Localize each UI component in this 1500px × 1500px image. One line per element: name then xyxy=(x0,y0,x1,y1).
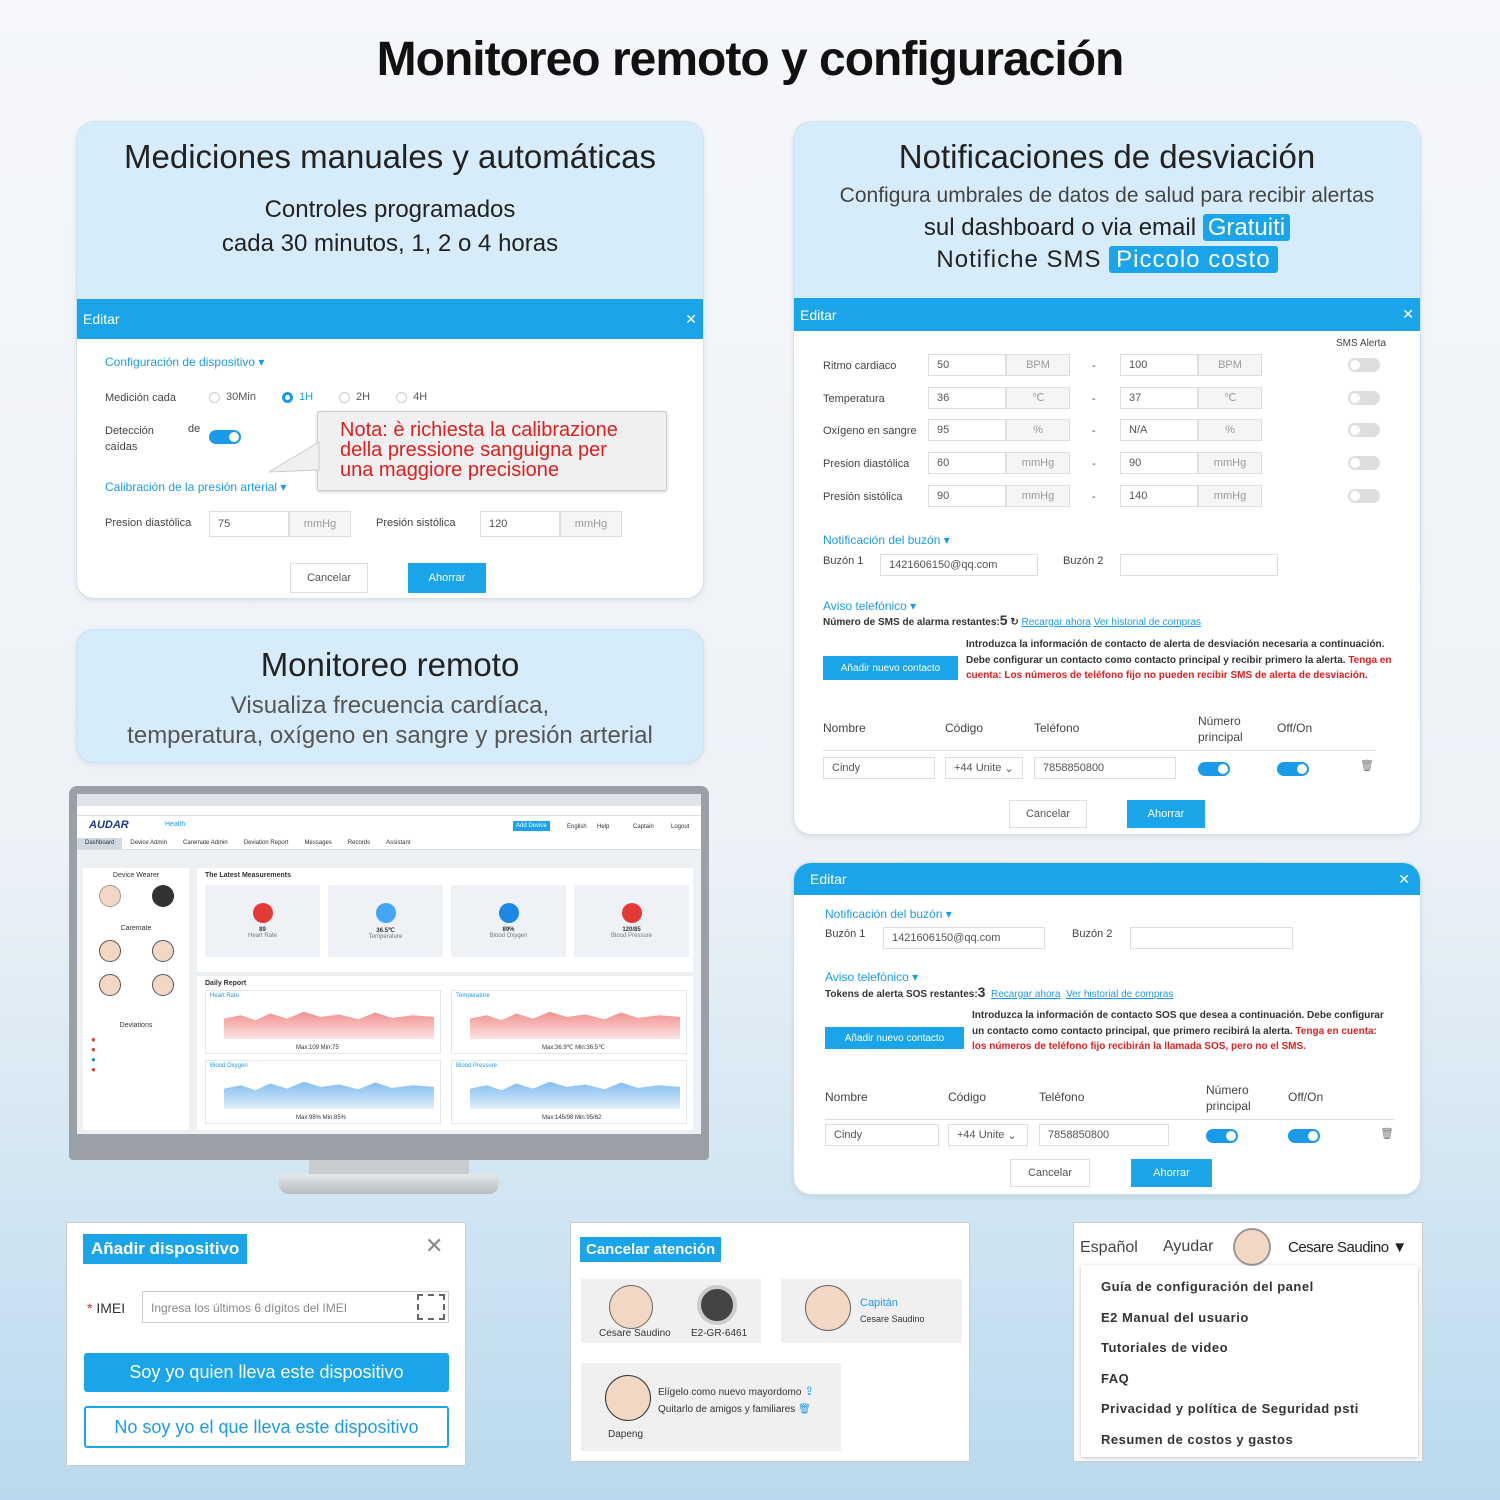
min-unit: % xyxy=(1006,419,1070,441)
mailbox2-input[interactable] xyxy=(1130,927,1293,949)
measurement-card[interactable] xyxy=(328,885,443,957)
panel-subtitle: Visualiza frecuencia cardíaca, xyxy=(230,692,550,719)
help-menu[interactable]: Ayudar xyxy=(1163,1238,1214,1255)
panel-sos xyxy=(793,862,1421,1195)
dash-tab[interactable]: Assistant xyxy=(386,840,411,846)
panel-subtitle-row: Notifiche SMS Piccolo costo xyxy=(794,246,1420,274)
cancel-button[interactable]: Cancelar xyxy=(290,563,368,593)
measurement-card[interactable] xyxy=(451,885,566,957)
measure-label: Blood Oxygen xyxy=(489,933,528,939)
browser-bar xyxy=(77,794,701,806)
history-link[interactable]: Ver historial de compras xyxy=(1093,617,1202,628)
wearer-name: Cesare Saudino xyxy=(599,1328,671,1339)
chart-title: Blood Oxygen xyxy=(210,1063,248,1069)
sms-alert-toggle[interactable] xyxy=(1348,489,1380,503)
panel-title: Monitoreo remoto xyxy=(260,646,520,683)
captain-label: Capitán xyxy=(860,1297,898,1309)
note-pointer xyxy=(269,442,321,474)
wearer-title: Device Wearer xyxy=(112,872,160,879)
dash-tab[interactable]: Deviation Report xyxy=(243,840,289,846)
add-device-dialog xyxy=(66,1222,466,1466)
edit-header xyxy=(77,299,703,339)
dash-tab[interactable]: Dashboard xyxy=(77,838,122,849)
panel-subtitle: temperatura, oxígeno en sangre y presión arterial xyxy=(127,722,653,749)
threshold-label: Presion diastólica xyxy=(823,458,910,471)
sms-alert-toggle[interactable] xyxy=(1348,358,1380,372)
sos-remaining: Tokens de alerta SOS restantes:3 Recargar ahora Ver historial de compras xyxy=(825,984,1174,1000)
language-menu[interactable]: Español xyxy=(1080,1239,1138,1256)
avatar xyxy=(805,1285,851,1331)
threshold-label: Ritmo cardiaco xyxy=(823,360,897,372)
contact-name-input[interactable]: Cindy xyxy=(823,757,935,779)
latest-title: The Latest Measurements xyxy=(205,872,291,879)
edit-title: Editar xyxy=(810,871,847,887)
max-unit: ℃ xyxy=(1198,387,1262,409)
avatar[interactable] xyxy=(152,940,174,962)
fall-detect-de: de xyxy=(188,423,201,435)
range-dash: - xyxy=(1092,425,1096,438)
panel-title: Notificaciones de desviación xyxy=(898,138,1316,175)
measurement-card[interactable] xyxy=(205,885,320,957)
col-code: Código xyxy=(948,1090,987,1104)
lang-menu[interactable]: English xyxy=(567,824,587,830)
mailbox1-label: Buzón 1 xyxy=(825,928,866,940)
chart-footer: Max:36.9℃ Min:36.5℃ xyxy=(542,1045,605,1051)
measure-label: Medición cada xyxy=(105,392,176,404)
brand-logo: AUDAR xyxy=(89,819,129,831)
range-dash: - xyxy=(1092,490,1096,503)
cancel-button[interactable]: Cancelar xyxy=(1010,1159,1090,1187)
avatar[interactable] xyxy=(99,974,121,996)
deviations-title: Deviations xyxy=(119,1022,153,1029)
captain-name: Cesare Saudino xyxy=(860,1314,925,1324)
close-icon[interactable]: ✕ xyxy=(425,1233,444,1258)
device-config-dropdown[interactable]: Configuración de dispositivo ▾ xyxy=(105,355,265,369)
col-offon: Off/On xyxy=(1288,1090,1324,1104)
panel-title: Mediciones manuales y automáticas xyxy=(124,138,656,175)
contact-info: Introduzca la información de contacto de alerta de desviación necesaria a continuación. Debe configurar un contacto como contacto principal y recibir primero la alerta. Tenga en cuenta: Los números de teléfono fijo no pueden recibir SMS de alerta de desviación. xyxy=(966,639,1392,681)
primary-toggle[interactable] xyxy=(1198,762,1230,776)
sms-alert-toggle[interactable] xyxy=(1348,423,1380,437)
avatar xyxy=(605,1375,651,1421)
help-menu-item[interactable]: Guía de configuración del panel xyxy=(1101,1279,1314,1294)
measure-icon xyxy=(253,903,273,923)
save-button[interactable]: Ahorrar xyxy=(408,563,486,593)
daily-chart xyxy=(205,1060,441,1124)
max-input[interactable]: 140 xyxy=(1120,485,1198,507)
measure-label: Heart Rate xyxy=(247,933,277,939)
max-unit: % xyxy=(1198,419,1262,441)
max-unit: BPM xyxy=(1198,354,1262,376)
sms-alert-label: SMS Alerta xyxy=(1336,338,1387,349)
range-dash: - xyxy=(1092,392,1096,405)
save-button[interactable]: Ahorrar xyxy=(1127,800,1205,828)
logout-link[interactable]: Logout xyxy=(671,824,690,830)
measure-label: Temperature xyxy=(368,934,403,940)
col-name: Nombre xyxy=(825,1090,868,1104)
col-name: Nombre xyxy=(823,721,866,735)
left-column xyxy=(83,868,189,1130)
member-name: Dapeng xyxy=(608,1429,644,1440)
panel-subtitle: cada 30 minutos, 1, 2 o 4 horas xyxy=(221,230,559,257)
max-unit: mmHg xyxy=(1198,485,1262,507)
option-2h[interactable]: 2H xyxy=(339,391,370,403)
chart-area xyxy=(470,1075,680,1109)
avatar xyxy=(609,1285,653,1329)
col-primary: Número principal xyxy=(1198,714,1243,744)
min-input[interactable]: 36 xyxy=(928,387,1006,409)
help-menu[interactable]: Help xyxy=(597,824,610,830)
range-dash: - xyxy=(1092,360,1096,372)
range-dash: - xyxy=(1092,458,1096,471)
user-menu[interactable]: Cesare Saudino ▼ xyxy=(1288,1239,1407,1256)
dash-header xyxy=(77,816,701,838)
threshold-label: Temperatura xyxy=(823,392,885,405)
daily-chart xyxy=(451,1060,687,1124)
cancel-attention-dialog xyxy=(570,1222,970,1462)
make-admin-option[interactable]: Elígelo como nuevo mayordomo ⇪ xyxy=(658,1384,815,1398)
wearer-avatars xyxy=(83,885,189,907)
daily-chart xyxy=(451,990,687,1054)
close-icon[interactable]: ✕ xyxy=(685,310,697,327)
add-contact-button[interactable]: Añadir nuevo contacto xyxy=(823,656,958,680)
onoff-toggle[interactable] xyxy=(1288,1129,1320,1143)
edit-title: Editar xyxy=(800,306,837,323)
caremate-avatars xyxy=(83,940,189,962)
trash-icon[interactable]: 🗑 xyxy=(1360,760,1374,772)
min-unit: mmHg xyxy=(1006,452,1070,474)
daily-report xyxy=(197,976,693,1130)
help-menu-item[interactable]: Resumen de costos y gastos xyxy=(1101,1431,1294,1447)
chart-footer: Max:98% Min:85% xyxy=(296,1115,347,1121)
mailbox1-input[interactable]: 1421606150@qq.com xyxy=(880,554,1038,576)
dash-tab[interactable]: Messages xyxy=(304,840,332,846)
diastolic-label: Presion diastólica xyxy=(105,517,192,529)
measure-value: 120/85 xyxy=(622,927,641,933)
imei-label: * IMEI xyxy=(87,1300,126,1316)
daily-title: Daily Report xyxy=(205,980,247,987)
diastolic-input[interactable]: 75 xyxy=(209,511,289,537)
sms-alert-toggle[interactable] xyxy=(1348,456,1380,470)
email-notif-dropdown[interactable]: Notificación del buzón ▾ xyxy=(823,533,950,547)
systolic-input[interactable]: 120 xyxy=(480,511,560,537)
diastolic-unit: mmHg xyxy=(289,511,351,537)
note-line: della pressione sanguigna per xyxy=(340,439,607,461)
recharge-link[interactable]: Recargar ahora xyxy=(1021,617,1091,628)
dash-tab[interactable]: Device Admin xyxy=(130,840,168,846)
dash-tab[interactable]: Records xyxy=(347,840,371,846)
onoff-toggle[interactable] xyxy=(1277,762,1309,776)
caremate-title: Caremate xyxy=(120,925,152,932)
chart-title: Heart Rate xyxy=(210,993,240,999)
mailbox2-label: Buzón 2 xyxy=(1072,928,1113,940)
recharge-link[interactable]: Recargar ahora xyxy=(991,989,1061,1000)
threshold-label: Presión sistólica xyxy=(823,490,903,503)
threshold-label: Oxígeno en sangre xyxy=(823,425,917,438)
chart-footer: Max:109 Min:75 xyxy=(296,1045,339,1051)
close-icon[interactable]: ✕ xyxy=(1398,870,1410,887)
scan-icon[interactable] xyxy=(417,1294,445,1320)
help-menu-item[interactable]: Tutoriales de video xyxy=(1101,1340,1229,1355)
dashboard-screen xyxy=(77,794,701,1134)
max-input[interactable]: 100 xyxy=(1120,354,1198,376)
country-code-select[interactable]: +44 Unite ⌄ xyxy=(948,1124,1028,1146)
trash-icon[interactable]: 🗑 xyxy=(1380,1128,1394,1140)
daily-chart xyxy=(205,990,441,1054)
help-menu-item[interactable]: FAQ xyxy=(1101,1370,1130,1386)
not-me-button[interactable]: No soy yo el que lleva este dispositivo xyxy=(84,1406,449,1448)
note-line: una maggiore precisione xyxy=(340,459,560,481)
free-badge: Gratuiti xyxy=(1203,214,1290,241)
avatar[interactable] xyxy=(99,940,121,962)
chart-footer: Max:145/98 Min:95/62 xyxy=(542,1115,602,1121)
min-unit: BPM xyxy=(1006,354,1070,376)
add-device-button[interactable]: Add Device xyxy=(513,821,550,831)
max-input[interactable]: 37 xyxy=(1120,387,1198,409)
option-1h[interactable]: 1H xyxy=(282,391,313,403)
chart-area xyxy=(470,1005,680,1039)
col-phone: Teléfono xyxy=(1039,1090,1085,1104)
measurement-cards xyxy=(205,885,693,957)
dash-tabs xyxy=(77,838,701,850)
contact-info: Introduzca la información de contacto SOS que desea a continuación. Debe configurar un contacto como contacto principal, que primero recibirá la alerta. Tenga en cuenta: los números de teléfono fijo recibirán la llamada SOS, pero no el SMS. xyxy=(972,1010,1384,1052)
calibration-note xyxy=(317,411,667,491)
option-4h[interactable]: 4H xyxy=(396,391,427,403)
deviation-dots: ● ● ● ● xyxy=(91,1035,96,1074)
i-wear-button[interactable]: Soy yo quien lleva este dispositivo xyxy=(84,1353,449,1392)
fall-detect-label: Detección caídas xyxy=(105,425,154,453)
mailbox1-label: Buzón 1 xyxy=(823,555,864,567)
min-input[interactable]: 90 xyxy=(928,485,1006,507)
help-menu-item[interactable]: E2 Manual del usuario xyxy=(1101,1309,1249,1325)
help-menu-panel xyxy=(1073,1222,1423,1462)
panel-remote xyxy=(76,629,704,763)
col-primary: Número principal xyxy=(1206,1083,1251,1113)
primary-toggle[interactable] xyxy=(1206,1129,1238,1143)
col-phone: Teléfono xyxy=(1034,721,1080,735)
close-icon[interactable]: ✕ xyxy=(1402,306,1414,322)
avatar[interactable] xyxy=(1233,1228,1271,1266)
page-title: Monitoreo remoto y configuración xyxy=(376,33,1124,86)
panel-subtitle: Configura umbrales de datos de salud para recibir alertas xyxy=(839,184,1375,207)
fall-detect-toggle[interactable] xyxy=(209,430,241,444)
divider xyxy=(825,1119,1395,1120)
measure-value: 89% xyxy=(502,927,515,933)
measure-icon xyxy=(376,903,396,923)
panel-subtitle-row: sul dashboard o via email Gratuiti xyxy=(794,214,1420,242)
edit-title: Editar xyxy=(83,311,120,327)
max-unit: mmHg xyxy=(1198,452,1262,474)
phone-input[interactable]: 7858850800 xyxy=(1034,757,1176,779)
monitor-stand xyxy=(279,1174,499,1194)
min-unit: mmHg xyxy=(1006,485,1070,507)
measurement-card[interactable] xyxy=(574,885,689,957)
device-id: E2-GR-6461 xyxy=(691,1328,748,1339)
max-input[interactable]: 90 xyxy=(1120,452,1198,474)
mailbox2-input[interactable] xyxy=(1120,554,1278,576)
caremate-avatars xyxy=(83,974,189,996)
country-code-select[interactable]: +44 Unite ⌄ xyxy=(945,757,1023,779)
max-input[interactable]: N/A xyxy=(1120,419,1198,441)
share-icon: ⇪ xyxy=(804,1384,815,1398)
brand-health: Health xyxy=(165,821,186,828)
cost-badge: Piccolo costo xyxy=(1109,246,1277,273)
phone-input[interactable]: 7858850800 xyxy=(1039,1124,1169,1146)
contact-name-input[interactable]: Cindy xyxy=(825,1124,939,1146)
min-input[interactable]: 60 xyxy=(928,452,1006,474)
sms-alert-toggle[interactable] xyxy=(1348,391,1380,405)
col-offon: Off/On xyxy=(1277,721,1313,735)
cancel-button[interactable]: Cancelar xyxy=(1009,800,1087,828)
systolic-label: Presión sistólica xyxy=(376,517,456,529)
chart-title: Temperature xyxy=(456,993,490,999)
remove-option[interactable]: Quitarlo de amigos y familiares 🗑 xyxy=(658,1404,811,1415)
mailbox1-input[interactable]: 1421606150@qq.com xyxy=(883,927,1045,949)
min-input[interactable]: 95 xyxy=(928,419,1006,441)
phone-alert-dropdown[interactable]: Aviso telefónico ▾ xyxy=(823,599,917,613)
chart-area xyxy=(224,1075,434,1109)
measure-icon xyxy=(622,903,642,923)
trash-icon: 🗑 xyxy=(798,1404,811,1415)
panel-subtitle: Controles programados xyxy=(264,196,516,223)
col-code: Código xyxy=(945,721,984,735)
measure-icon xyxy=(499,903,519,923)
bp-calibration-dropdown[interactable]: Calibración de la presión arterial ▾ xyxy=(105,480,287,494)
dash-tab[interactable]: Caremate Admin xyxy=(183,840,228,846)
measure-value: 89 xyxy=(259,927,266,933)
chart-title: Blood Pressure xyxy=(456,1063,498,1069)
history-link[interactable]: Ver historial de compras xyxy=(1066,989,1174,1000)
watch-icon[interactable] xyxy=(152,885,174,907)
systolic-unit: mmHg xyxy=(560,511,622,537)
note-line: Nota: è richiesta la calibrazione xyxy=(340,419,618,441)
address-bar xyxy=(77,806,701,816)
sms-remaining: Número de SMS de alarma restantes:5 ↻ Recargar ahora Ver historial de compras xyxy=(823,612,1202,628)
help-menu-item[interactable]: Privacidad y política de Seguridad psti xyxy=(1101,1401,1359,1416)
avatar[interactable] xyxy=(99,885,121,907)
min-input[interactable]: 50 xyxy=(928,354,1006,376)
add-contact-button[interactable]: Añadir nuevo contacto xyxy=(825,1027,964,1049)
panel-measurements xyxy=(76,121,704,599)
min-unit: ℃ xyxy=(1006,387,1070,409)
dialog-title: Cancelar atención xyxy=(580,1237,721,1262)
avatar[interactable] xyxy=(152,974,174,996)
save-button[interactable]: Ahorrar xyxy=(1131,1159,1212,1187)
dialog-title: Añadir dispositivo xyxy=(83,1234,247,1264)
edit-header xyxy=(794,298,1420,331)
panel-deviation xyxy=(793,121,1421,835)
watch-icon xyxy=(697,1285,737,1325)
chart-area xyxy=(224,1005,434,1039)
measure-value: 36.5℃ xyxy=(376,928,395,934)
user-menu[interactable]: Captain xyxy=(633,824,654,830)
imei-input[interactable]: Ingresa los últimos 6 dígitos del IMEI xyxy=(142,1291,449,1323)
caret-down-icon: ▼ xyxy=(1392,1239,1407,1256)
measure-label: Blood Pressure xyxy=(610,933,653,939)
refresh-icon[interactable]: ↻ xyxy=(1010,617,1019,628)
option-30min[interactable]: 30Min xyxy=(209,391,256,403)
mailbox2-label: Buzón 2 xyxy=(1063,555,1104,567)
edit-header xyxy=(794,863,1420,895)
phone-alert-dropdown[interactable]: Aviso telefónico ▾ xyxy=(825,970,919,984)
divider xyxy=(823,750,1376,751)
main-column xyxy=(197,868,693,972)
measure-options xyxy=(209,391,427,403)
email-notif-dropdown[interactable]: Notificación del buzón ▾ xyxy=(825,907,952,921)
